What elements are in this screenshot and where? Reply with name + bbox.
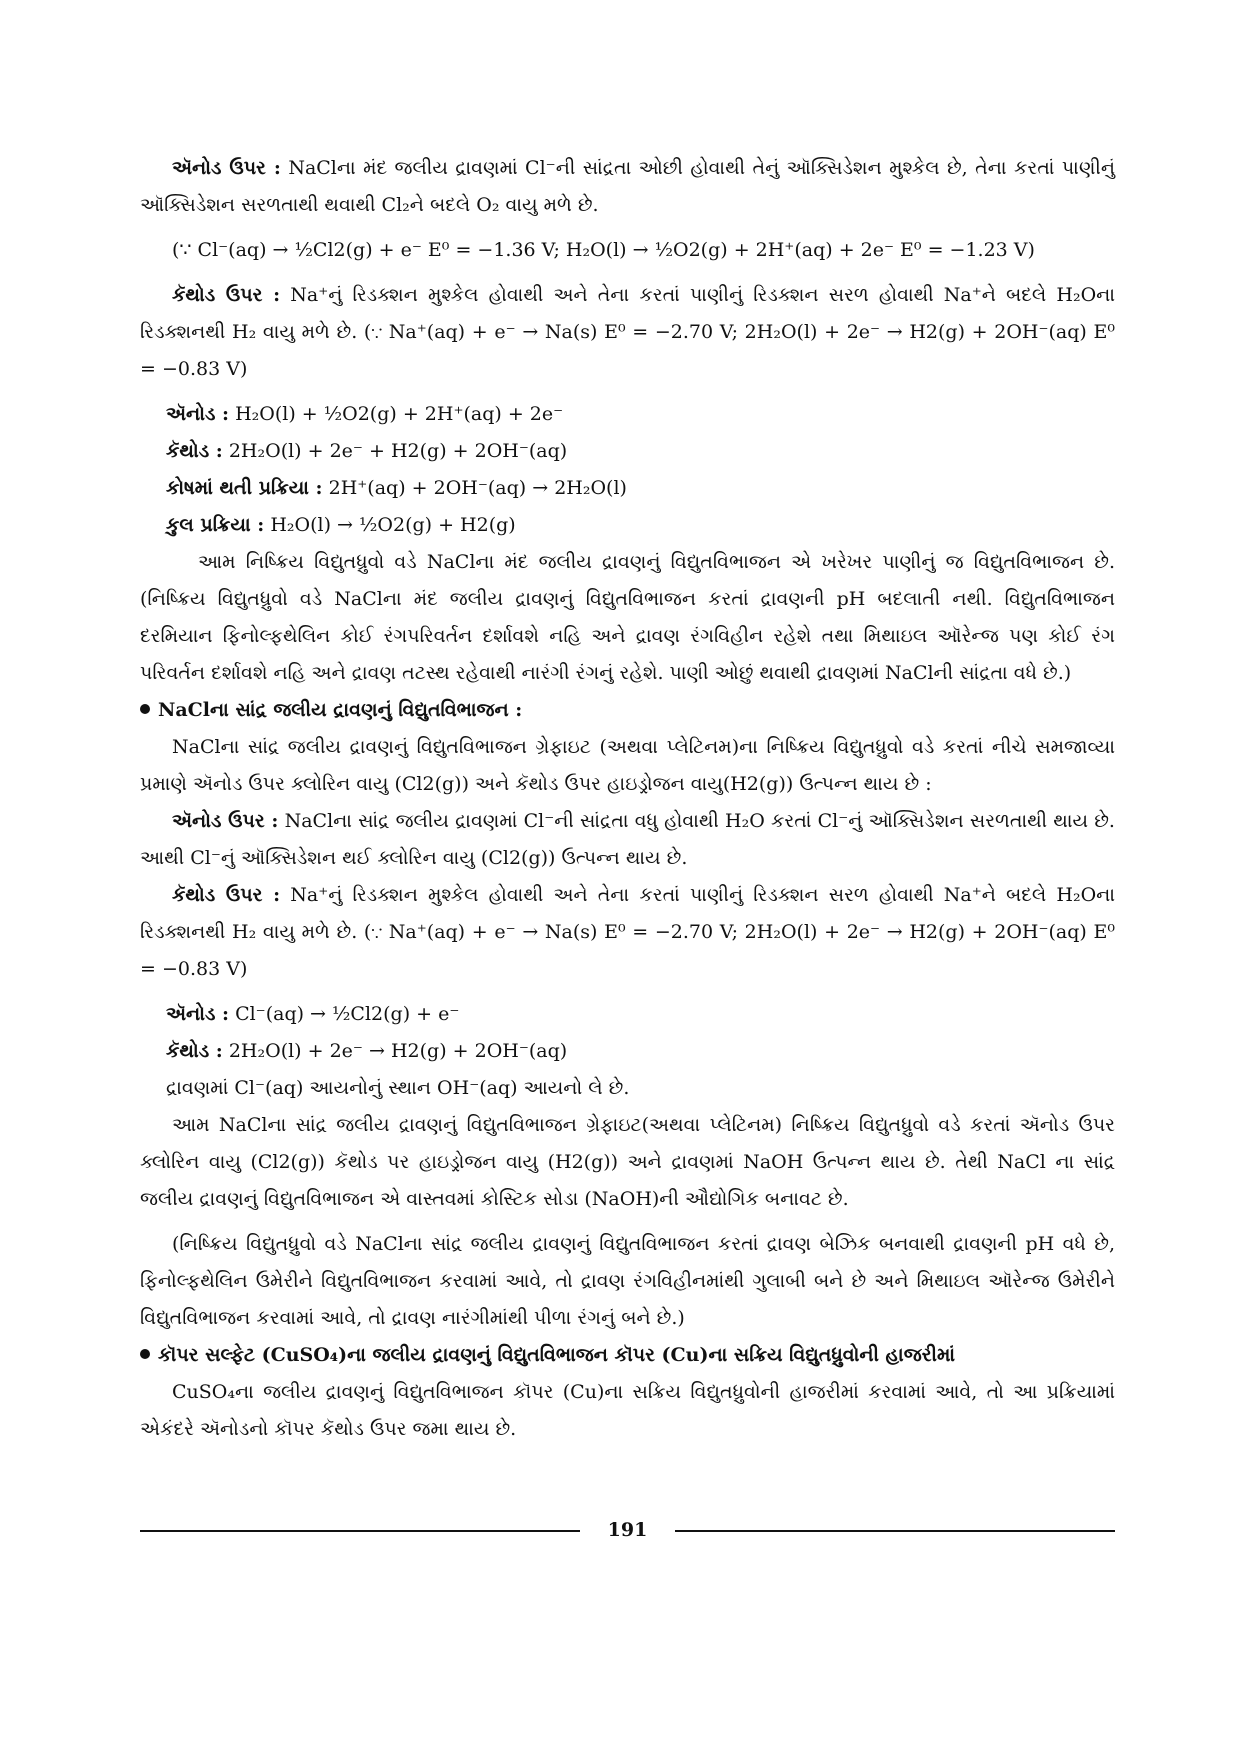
- reaction-total: કુલ પ્રક્રિયા : H₂O(l) → ½O2(g) + H2(g): [166, 514, 516, 536]
- label-anode: ઍનોડ ઉપર :: [172, 157, 281, 179]
- page-body: [140, 150, 1115, 1448]
- text-anode-dilute: NaClના મંદ જલીય દ્રાવણમાં Cl⁻ની સાંદ્રતા ઓછી હોવાથી તેનું ઑક્સિડેશન મુશ્કેલ છે, તેના કરતાં પાણીનું ઑક્સિડેશન સરળતાથી થવાથી Cl₂ને બદલે O₂ વાયુ મળે છે.: [140, 157, 1115, 216]
- paragraph-cathode-concentrated: કૅથોડ ઉપર : Na⁺નું રિડક્શન મુશ્કેલ હોવાથી અને તેના કરતાં પાણીનું રિડક્શન સરળ હોવાથી Na⁺ને બદલે H₂Oના રિડક્શનથી H₂ વાયુ મળે છે. (∵ Na⁺(aq) + e⁻ → Na(s) E⁰ = −2.70 V; 2H₂O(l) + 2e⁻ → H2(g) + 2OH⁻(aq) E⁰ = −0.83 V): [140, 884, 1115, 980]
- paragraph-concentrated-summary: આમ NaClના સાંદ્ર જલીય દ્રાવણનું વિદ્યુતવિભાજન ગ્રેફાઇટ(અથવા પ્લેટિનમ) નિષ્ક્રિય વિદ્યુતધ્રુવો વડે કરતાં ઍનોડ ઉપર ક્લોરિન વાયુ (Cl2(g)) કૅથોડ પર હાઇડ્રોજન વાયુ (H2(g)) અને દ્રાવણમાં NaOH ઉત્પન્ન થાય છે. તેથી NaCl ના સાંદ્ર જલીય દ્રાવણનું વિદ્યુતવિભાજન એ વાસ્તવમાં કોસ્ટિક સોડા (NaOH)ની ઔદ્યોગિક બનાવટ છે.: [140, 1114, 1115, 1210]
- label-cathode: કૅથોડ ઉપર :: [172, 884, 281, 906]
- page-number: 191: [607, 1519, 648, 1541]
- paragraph-anode-concentrated: ઍનોડ ઉપર : NaClના સાંદ્ર જલીય દ્રાવણમાં Cl⁻ની સાંદ્રતા વધુ હોવાથી H₂O કરતાં Cl⁻નું ઑક્સિડેશન સરળતાથી થાય છે. આથી Cl⁻નું ઑક્સિડેશન થઈ ક્લોરિન વાયુ (Cl2(g)) ઉત્પન્ન થાય છે.: [140, 810, 1115, 869]
- reaction-cathode: કૅથોડ : 2H₂O(l) + 2e⁻ + H2(g) + 2OH⁻(aq): [166, 440, 568, 462]
- reaction-anode: ઍનોડ : H₂O(l) + ½O2(g) + 2H⁺(aq) + 2e⁻: [166, 403, 564, 425]
- reaction-note: દ્રાવણમાં Cl⁻(aq) આયનોનું સ્થાન OH⁻(aq) આયનો લે છે.: [166, 1077, 630, 1099]
- section-heading-concentrated: NaClના સાંદ્ર જલીય દ્રાવણનું વિદ્યુતવિભાજન :: [140, 692, 1115, 729]
- reaction-anode: ઍનોડ : Cl⁻(aq) → ½Cl2(g) + e⁻: [166, 1003, 460, 1025]
- footer-rule-left: [140, 1530, 580, 1532]
- reactions-concentrated: [140, 996, 1115, 1107]
- label-anode: ઍનોડ ઉપર :: [172, 810, 279, 832]
- bullet-icon: [140, 1349, 150, 1359]
- equation-dilute-potentials: (∵ Cl⁻(aq) → ½Cl2(g) + e⁻ E⁰ = −1.36 V; H₂O(l) → ½O2(g) + 2H⁺(aq) + 2e⁻ E⁰ = −1.23 V): [172, 239, 1035, 261]
- reaction-cell: કોષમાં થતી પ્રક્રિયા : 2H⁺(aq) + 2OH⁻(aq) → 2H₂O(l): [166, 477, 627, 499]
- paragraph-concentrated-intro: NaClના સાંદ્ર જલીય દ્રાવણનું વિદ્યુતવિભાજન ગ્રેફાઇટ (અથવા પ્લેટિનમ)ના નિષ્ક્રિય વિદ્યુતધ્રુવો વડે કરતાં નીચે સમજાવ્યા પ્રમાણે ઍનોડ ઉપર ક્લોરિન વાયુ (Cl2(g)) અને કૅથોડ ઉપર હાઇડ્રોજન વાયુ(H2(g)) ઉત્પન્ન થાય છે :: [140, 736, 1115, 795]
- section-heading-copper-sulphate: કૉપર સલ્ફેટ (CuSO₄)ના જલીય દ્રાવણનું વિદ્યુતવિભાજન કૉપર (Cu)ના સક્રિય વિદ્યુતધ્રુવોની હાજરીમાં: [140, 1337, 1115, 1374]
- paragraph-cathode-dilute: [140, 277, 1115, 388]
- label-cathode: કૅથોડ ઉપર :: [172, 284, 281, 306]
- paragraph-dilute-summary: આમ નિષ્ક્રિય વિદ્યુતધ્રુવો વડે NaClના મંદ જલીય દ્રાવણનું વિદ્યુતવિભાજન એ ખરેખર પાણીનું જ વિદ્યુતવિભાજન છે. (નિષ્ક્રિય વિદ્યુતધ્રુવો વડે NaClના મંદ જલીય દ્રાવણનું વિદ્યુતવિભાજન કરતાં દ્રાવણની pH બદલાતી નથી. વિદ્યુતવિભાજન દરમિયાન ફિનોલ્ફથેલિન કોઈ રંગપરિવર્તન દર્શાવશે નહિ અને દ્રાવણ રંગવિહીન રહેશે તથા મિથાઇલ ઑરેન્જ પણ કોઈ રંગ પરિવર્તન દર્શાવશે નહિ અને દ્રાવણ તટસ્થ રહેવાથી નારંગી રંગનું રહેશે. પાણી ઓછું થવાથી દ્રાવણમાં NaClની સાંદ્રતા વધે છે.): [140, 551, 1115, 684]
- paragraph-concentrated-ph: (નિષ્ક્રિય વિદ્યુતધ્રુવો વડે NaClના સાંદ્ર જલીય દ્રાવણનું વિદ્યુતવિભાજન કરતાં દ્રાવણ બેઝિક બનવાથી દ્રાવણની pH વધે છે, ફિનોલ્ફથેલિન ઉમેરીને વિદ્યુતવિભાજન કરવામાં આવે, તો દ્રાવણ રંગવિહીનમાંથી ગુલાબી બને છે અને મિથાઇલ ઑરેન્જ ઉમેરીને વિદ્યુતવિભાજન કરવામાં આવે, તો દ્રાવણ નારંગીમાંથી પીળા રંગનું બને છે.): [140, 1233, 1115, 1329]
- text-cathode-dilute: Na⁺નું રિડક્શન મુશ્કેલ હોવાથી અને તેના કરતાં પાણીનું રિડક્શન સરળ હોવાથી Na⁺ને બદલે H₂Oના રિડક્શનથી H₂ વાયુ મળે છે. (∵ Na⁺(aq) + e⁻ → Na(s) E⁰ = −2.70 V; 2H₂O(l) + 2e⁻ → H2(g) + 2OH⁻(aq) E⁰ = −0.83 V): [140, 284, 1115, 380]
- footer-rule-right: [675, 1530, 1115, 1532]
- reactions-dilute: [140, 396, 1115, 544]
- bullet-icon: [140, 704, 150, 714]
- page-footer: [140, 1515, 1115, 1545]
- reaction-cathode: કૅથોડ : 2H₂O(l) + 2e⁻ → H2(g) + 2OH⁻(aq): [166, 1040, 568, 1062]
- paragraph-anode-dilute: [140, 150, 1115, 224]
- paragraph-copper-sulphate: CuSO₄ના જલીય દ્રાવણનું વિદ્યુતવિભાજન કૉપર (Cu)ના સક્રિય વિદ્યુતધ્રુવોની હાજરીમાં કરવામાં આવે, તો આ પ્રક્રિયામાં એકંદરે ઍનોડનો કૉપર કૅથોડ ઉપર જમા થાય છે.: [140, 1381, 1115, 1440]
